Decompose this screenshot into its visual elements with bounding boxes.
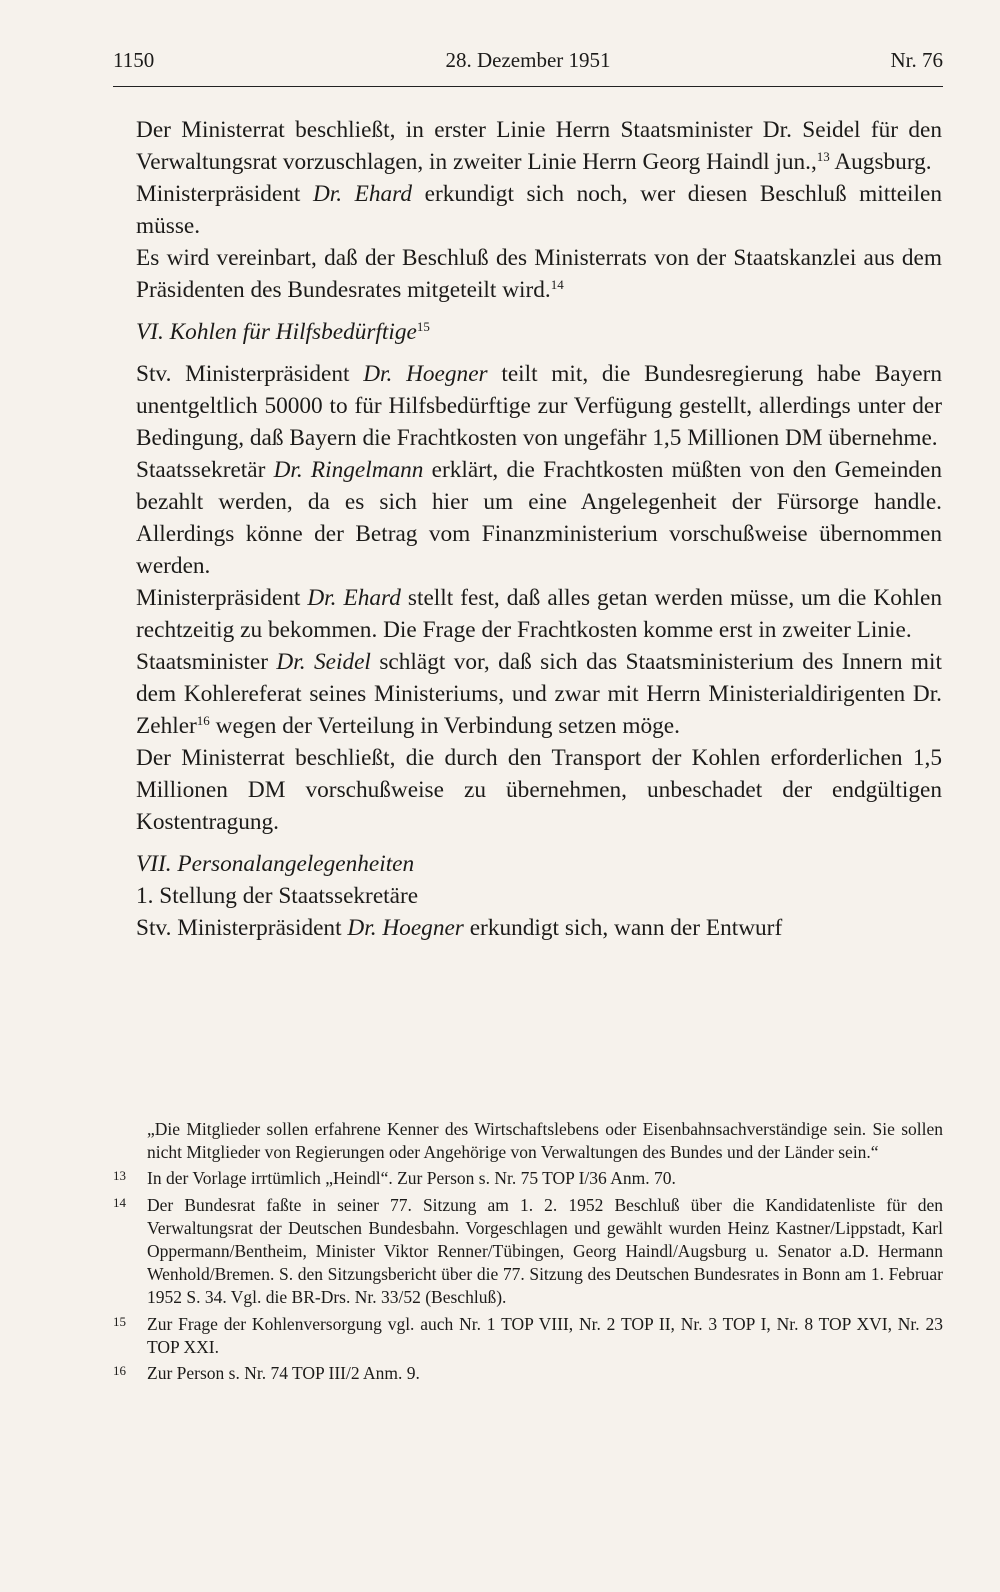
footnote-text: Der Bundesrat faßte in seiner 77. Sitzung am 1. 2. 1952 Beschluß über die Kandidatenliste für den Verwaltungsrat der Deutschen Bundesbahn. Vorgeschlagen und gewählt wurden Heinz Kastner/Lippstadt, Karl Oppermann/Bentheim, Minister Viktor Renner/Tübingen, Georg Haindl/Augsburg u. Senator a.D. Hermann Wenhold/Bremen. S. den Sitzungsbericht über die 77. Sitzung des Deutschen Bundesrates in Bonn am 1. Februar 1952 S. 34. Vgl. die BR-Drs. Nr. 33/52 (Beschluß). xyxy=(147,1194,943,1308)
section-heading: VI. Kohlen für Hilfsbedürftige$^{15}$ xyxy=(136,319,430,345)
footnote-ref: 14 xyxy=(550,277,564,292)
footnote xyxy=(113,1313,943,1359)
header-rule xyxy=(113,86,943,87)
header-date: 28. Dezember 1951 xyxy=(445,48,611,72)
title-abbrev: Dr. xyxy=(347,915,383,941)
paragraph: Ministerpräsident Dr. Ehard erkundigt sich noch, wer diesen Beschluß mitteilen müsse. xyxy=(136,181,942,239)
footnote-text: Zur Person s. Nr. 74 TOP III/2 Anm. 9. xyxy=(147,1363,420,1384)
footnote-ref: 16 xyxy=(196,713,210,728)
footnote-number: 13 xyxy=(113,1168,126,1184)
footnote-number: 15 xyxy=(113,1313,126,1329)
person-name: Ehard xyxy=(354,181,413,207)
document-number: Nr. 76 xyxy=(890,48,943,72)
person-name: Ringelmann xyxy=(310,457,424,483)
person-name: Ehard xyxy=(343,585,401,611)
paragraph: Staatsminister Dr. Seidel schlägt vor, daß sich das Staatsministerium des Innern mit dem Kohlereferat seines Ministeriums, und zwar mit Herrn Ministerialdirigenten Dr. Zehler$^{16}$ wegen der Verteilung in Verbindung setzen möge. xyxy=(136,649,942,739)
footnote-ref: 13 xyxy=(816,149,830,164)
title-abbrev: Dr. xyxy=(312,181,355,207)
title-abbrev: Dr. xyxy=(307,585,344,611)
main-text xyxy=(136,114,942,944)
section-heading: VII. Personalangelegenheiten xyxy=(136,851,415,877)
footnote-text: Zur Frage der Kohlenversorgung vgl. auch Nr. 1 TOP VIII, Nr. 2 TOP II, Nr. 3 TOP I, Nr. 8 TOP XVI, Nr. 23 TOP XXI. xyxy=(147,1313,943,1357)
paragraph: Staatssekretär Dr. Ringelmann erklärt, die Frachtkosten müßten von den Gemeinden bezahlt werden, da es sich hier um eine Angelegenheit der Fürsorge handle. Allerdings könne der Betrag vom Finanzministerium vorschußweise übernommen werden. xyxy=(136,457,942,579)
footnote-number: 16 xyxy=(113,1363,126,1379)
footnote xyxy=(113,1362,943,1385)
footnote-continuation: „Die Mitglieder sollen erfahrene Kenner des Wirtschaftslebens oder Eisenbahnsachverständige sein. Sie sollen nicht Mitglieder von Regierungen oder Angehörige von Verwaltungen des Bundes und der Länder sein.“ xyxy=(147,1119,943,1163)
person-name: Seidel xyxy=(313,649,371,675)
footnote xyxy=(113,1167,943,1190)
paragraph: Der Ministerrat beschließt, in erster Linie Herrn Staatsminister Dr. Seidel für den Verwaltungsrat vorzuschlagen, in zweiter Linie Herrn Georg Haindl jun.,$^{13}$ Augsburg. xyxy=(136,117,942,175)
footnote xyxy=(113,1194,943,1310)
footnote-number: 14 xyxy=(113,1194,126,1210)
paragraph: Ministerpräsident Dr. Ehard stellt fest, daß alles getan werden müsse, um die Kohlen rechtzeitig zu bekommen. Die Frage der Frachtkosten komme erst in zweiter Linie. xyxy=(136,585,942,643)
paragraph: Stv. Ministerpräsident Dr. Hoegner teilt mit, die Bundesregierung habe Bayern unentgeltlich 50000 to für Hilfsbedürftige zur Verfügung gestellt, allerdings unter der Bedingung, daß Bayern die Frachtkosten von ungefähr 1,5 Millionen DM übernehme. xyxy=(136,361,942,451)
subsection-heading: 1. Stellung der Staatssekretäre xyxy=(136,883,419,909)
title-abbrev: Dr. xyxy=(273,457,311,483)
page-number: 1150 xyxy=(113,48,155,72)
person-name: Hoegner xyxy=(382,915,464,941)
paragraph: Es wird vereinbart, daß der Beschluß des Ministerrats von der Staatskanzlei aus dem Präsidenten des Bundesrates mitgeteilt wird.$^{14}$ xyxy=(136,245,942,303)
title-abbrev: Dr. xyxy=(276,649,314,675)
running-header xyxy=(113,48,943,82)
footnotes xyxy=(113,1118,943,1385)
paragraph: Der Ministerrat beschließt, die durch den Transport der Kohlen erforderlichen 1,5 Millionen DM vorschußweise zu übernehmen, unbeschadet der endgültigen Kostentragung. xyxy=(136,745,942,835)
title-abbrev: Dr. xyxy=(363,361,407,387)
footnote-ref: 15 xyxy=(416,319,430,334)
person-name: Hoegner xyxy=(406,361,488,387)
footnote-text: In der Vorlage irrtümlich „Heindl“. Zur Person s. Nr. 75 TOP I/36 Anm. 70. xyxy=(147,1168,676,1189)
paragraph: Stv. Ministerpräsident Dr. Hoegner erkundigt sich, wann der Entwurf xyxy=(136,915,783,941)
